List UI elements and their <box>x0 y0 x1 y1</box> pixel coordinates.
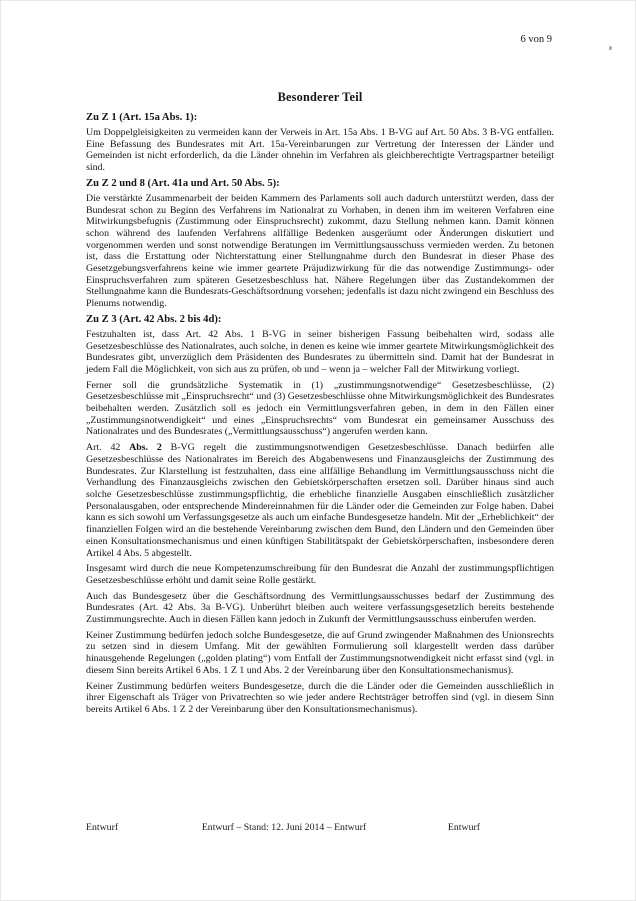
footer-left-label: Entwurf <box>86 822 119 833</box>
paragraph: Um Doppelgleisigkeiten zu vermeiden kann der Verweis in Art. 15a Abs. 1 B-VG auf Art. 50 Abs. 3 B-VG entfallen. Eine Befassung des Bundesrates mit Art. 15a-Vereinbarungen zur Vertretung der Interessen der Länder und Gemeinden ist nicht erforderlich, da die Länder ohnehin im Verfahren als gleichberechtigte Vertragspartner beteiligt sind. <box>86 127 554 174</box>
paragraph-bold-text: Abs. 2 <box>129 442 162 454</box>
paragraph: Keiner Zustimmung bedürfen weiters Bundesgesetze, durch die die Länder oder die Gemeinden ausschließlich in ihrer Eigenschaft als Träger von Privatrechten so wie jeder andere Rechtsträger betroffen sind (vgl. in diesem Sinn bereits Artikel 6 Abs. 1 Z 2 der Vereinbarung über den Konsultationsmechanismus). <box>86 680 554 715</box>
paragraph: Keiner Zustimmung bedürfen jedoch solche Bundesgesetze, die auf Grund zwingender Maßnahmen des Unionsrechts zu setzen sind in diesem Umfang. Mit der gewählten Formulierung soll klargestellt werden dass darüber hinausgehende Regelungen („golden plating“) vom Entfall der Zustimmungsnotwendigkeit nicht erfasst sind (vgl. in diesem Sinn bereits Artikel 6 Abs. 1 Z 1 und Abs. 2 der Vereinbarung über den Konsultationsmechanismus). <box>86 629 554 676</box>
paragraph: Ferner soll die grundsätzliche Systematik in (1) „zustimmungsnotwendige“ Gesetzesbeschlüsse, (2) Gesetzesbeschlüsse mit „Einspruchsrecht“ und (3) Gesetzesbeschlüsse ohne Mitwirkungsmöglichkeit des Bundesrates beibehalten werden. Zusätzlich soll es jedoch ein Vermittlungsverfahren geben, in dem in den Fällen einer „Zustimmungsnotwendigkeit“ und eines „Einspruchsrechts“ vom Bundesrat ein gemeinsamer Ausschuss des Nationalrates und des Bundesrates („Vermittlungsausschuss“) angerufen werden kann. <box>86 379 554 438</box>
scan-artifact <box>609 46 612 50</box>
footer-right-label: Entwurf <box>447 822 480 833</box>
document-title: Besonderer Teil <box>277 90 363 104</box>
page-number: 6 von 9 <box>520 34 552 45</box>
section-heading-z2-8: Zu Z 2 und 8 (Art. 41a und Art. 50 Abs. 5): <box>86 177 280 189</box>
paragraph: Insgesamt wird durch die neue Kompetenzumschreibung für den Bundesrat die Anzahl der zustimmungspflichtigen Gesetzesbeschlüsse erhöht und damit seine Rolle gestärkt. <box>86 563 554 586</box>
paragraph: Festzuhalten ist, dass Art. 42 Abs. 1 B-VG in seiner bisherigen Fassung beibehalten wird, sodass alle Gesetzesbeschlüsse des Nationalrates, auch solche, in denen es keine wie immer geartete Mitwirkungsmöglichkeit des Bundesrates gibt, unverzüglich dem Präsidenten des Bundesrates zu übermitteln sind. Damit hat der Bundesrat in jedem Fall die Möglichkeit, von sich aus zu prüfen, ob und – wenn ja – welcher Fall der Mitwirkung vorliegt. <box>86 328 554 375</box>
document-body <box>86 90 554 720</box>
section-heading-z3: Zu Z 3 (Art. 42 Abs. 2 bis 4d): <box>86 313 222 325</box>
paragraph-text: B-VG regelt die zustimmungsnotwendigen Gesetzesbeschlüsse. Danach bedürfen alle Gesetzesbeschlüsse des Nationalrates im Bereich des Abgabenwesens und Finanzausgleichs der Zustimmung des Bundesrates. Zur Klarstellung ist festzuhalten, dass eine allfällige Behandlung im Vermittlungsausschuss nicht die Verhandlung des Finanzausgleichs zwischen den Gebietskörperschaften ersetzen soll. Darüber hinaus sind auch solche Gesetzesbeschlüsse zustimmungspflichtig, die erhebliche finanzielle Ausgaben einschließlich zusätzlicher Personalausgaben, oder entsprechende Mindereinnahmen für die Länder oder die Gemeinden zur Folge haben. Dabei kann es sich sowohl um Verfassungsgesetze als auch um einfache Bundesgesetze handeln. Mit der „Erheblichkeit“ der finanziellen Folgen wird an die bestehende Vereinbarung zwischen dem Bund, den Ländern und den Gemeinden über einen Konsultationsmechanismus und einen künftigen Stabilitätspakt der Gebietskörperschaften, insbesondere deren Artikel 4 Abs. 5 abgestellt. <box>86 442 554 559</box>
paragraph: Die verstärkte Zusammenarbeit der beiden Kammern des Parlaments soll auch dadurch unterstützt werden, dass der Bundesrat schon zu Beginn des Verfahrens im Nationalrat zu Vorhaben, in denen ihm im weiteren Verfahren eine Mitwirkungsbefugnis (Zustimmung oder Einspruchsrecht) zukommt, dazu Stellung nehmen kann. Damit können schon während des laufenden Verfahrens allfällige Bedenken ausgeräumt oder Änderungen diskutiert und vorgenommen werden und sonst notwendige Beratungen im Vermittlungsausschuss vermieden werden. Zu betonen ist, dass die Erstattung oder Nichterstattung einer Stellungnahme durch den Bundesrat in dieser Phase des Gesetzgebungsverfahrens keine wie immer geartete Präjudizwirkung für die das notwendige Zustimmungs- oder Einspruchsverfahren zum späteren Gesetzesbeschluss hat. Nähere Regelungen über das Zustandekommen der Stellungnahme kann die Bundesrats-Geschäftsordnung vorsehen; jedenfalls ist dazu nicht zwingend ein Beschluss des Plenums notwendig. <box>86 192 554 310</box>
page-footer <box>1 822 635 836</box>
paragraph-text: Art. 42 <box>86 442 130 454</box>
paragraph <box>86 442 554 559</box>
section-heading-z1: Zu Z 1 (Art. 15a Abs. 1): <box>86 112 198 123</box>
paragraph: Auch das Bundesgesetz über die Geschäftsordnung des Vermittlungsausschusses bedarf der Zustimmung des Bundesrates (Art. 42 Abs. 3a B-VG). Unberührt bleiben auch weitere verfassungsgesetzlich bereits bestehende Zustimmungsrechte. Auch in diesen Fällen kann jedoch in Zukunft der Vermittlungsausschuss einberufen werden. <box>86 590 554 626</box>
footer-center-label: Entwurf – Stand: 12. Juni 2014 – Entwurf <box>201 822 367 833</box>
